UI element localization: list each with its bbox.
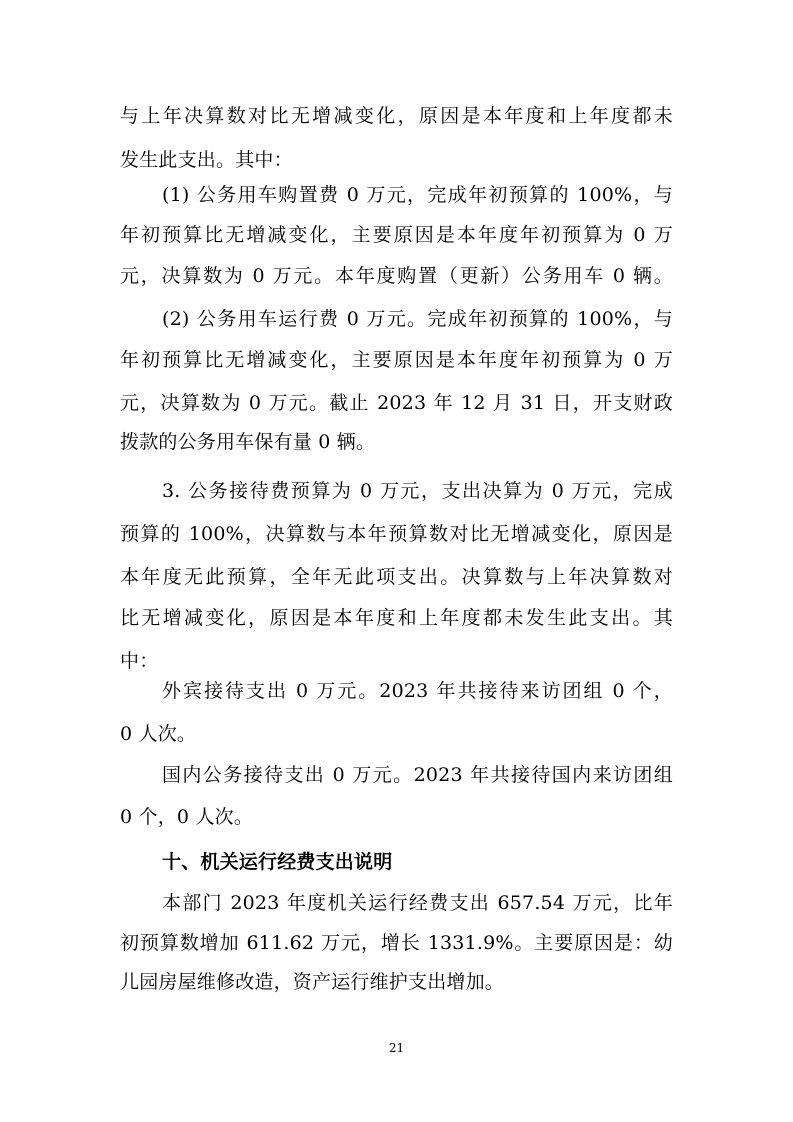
text-line: 国内公务接待支出 0 万元。2023 年共接待国内来访团组 [162, 764, 673, 786]
text-line: 0 个，0 人次。 [120, 806, 254, 828]
text-line: 比无增减变化，原因是本年度和上年度都未发生此支出。其 [120, 607, 673, 629]
text-line: 与上年决算数对比无增减变化，原因是本年度和上年度都未 [120, 105, 673, 127]
text-line: 中： [120, 650, 159, 672]
text-line: 3. 公务接待费预算为 0 万元，支出决算为 0 万元，完成 [162, 480, 673, 502]
text-line: 0 人次。 [120, 723, 197, 745]
text-line: 本部门 2023 年度机关运行经费支出 657.54 万元，比年 [162, 892, 673, 914]
text-line: 拨款的公务用车保有量 0 辆。 [120, 431, 376, 453]
text-line: 年初预算比无增减变化，主要原因是本年度年初预算为 0 万 [120, 349, 673, 371]
text-line: 本年度无此预算，全年无此项支出。决算数与上年决算数对 [120, 566, 673, 588]
text-line: 初预算数增加 611.62 万元，增长 1331.9%。主要原因是：幼 [120, 932, 673, 954]
text-line: (2) 公务用车运行费 0 万元。完成年初预算的 100%，与 [162, 308, 673, 330]
page-number: 21 [388, 1041, 405, 1055]
text-line: 元，决算数为 0 万元。截止 2023 年 12 月 31 日，开支财政 [120, 392, 673, 414]
text-line: 发生此支出。其中： [120, 149, 293, 171]
text-line: 预算的 100%，决算数与本年预算数对比无增减变化，原因是 [120, 523, 673, 545]
text-line: 儿园房屋维修改造，资产运行维护支出增加。 [120, 971, 505, 993]
text-line: 元，决算数为 0 万元。本年度购置（更新）公务用车 0 辆。 [120, 265, 673, 287]
text-line: 年初预算比无增减变化，主要原因是本年度年初预算为 0 万 [120, 224, 673, 246]
text-line: 外宾接待支出 0 万元。2023 年共接待来访团组 0 个， [162, 680, 673, 702]
text-line: (1) 公务用车购置费 0 万元，完成年初预算的 100%，与 [162, 184, 673, 206]
section-heading: 十、机关运行经费支出说明 [162, 851, 393, 873]
